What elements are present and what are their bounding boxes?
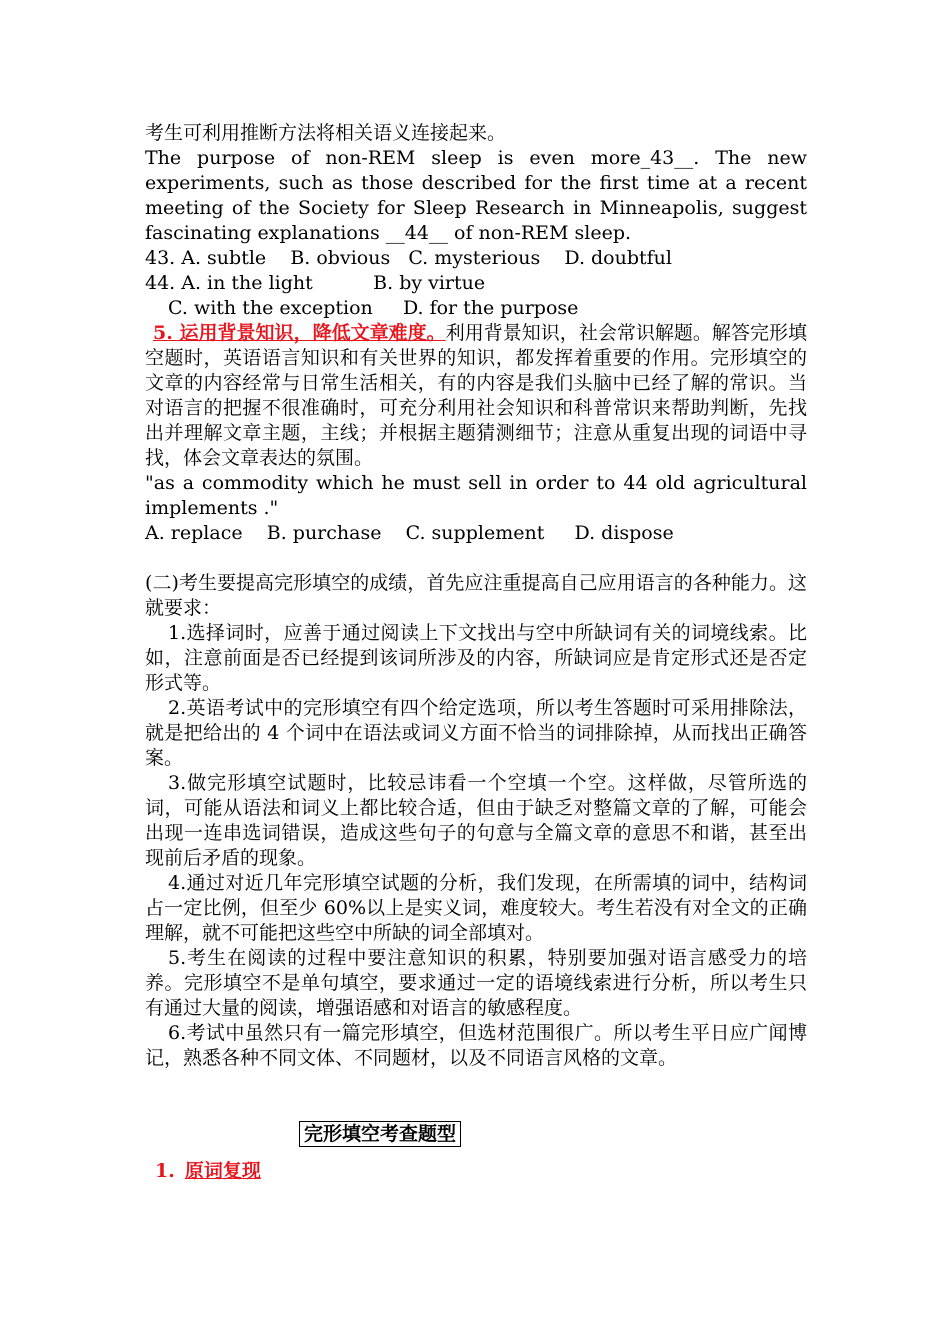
point-6: 6.考试中虽然只有一篇完形填空，但选材范围很广。所以考生平日应广闻博记，熟悉各种不同文体、不同题材，以及不同语言风格的文章。 [145,1022,807,1069]
tip-5-heading: 5. 运用背景知识，降低文章难度。 [153,322,446,344]
point-5: 5.考生在阅读的过程中要注意知识的积累，特别要加强对语言感受力的培养。完形填空不是单句填空，要求通过一定的语境线索进行分析，所以考生只有通过大量的阅读，增强语感和对语言的敏感程度。 [145,947,807,1019]
document-page [145,121,807,1184]
example-quote-line-1: "as a commodity which he must sell in order to 44 old agricultural [145,472,807,494]
point-3: 3.做完形填空试题时，比较忌讳看一个空填一个空。这样做，尽管所选的词，可能从语法和词义上都比较合适，但由于缺乏对整篇文章的了解，可能会出现一连串选词错误，造成这些句子的句意与全篇文章的意思不和谐，甚至出现前后矛盾的现象。 [145,772,807,869]
section-spacer [145,1071,807,1121]
boxed-section-title: 完形填空考查题型 [299,1121,461,1147]
section-1-heading [145,1159,807,1184]
passage-text: experiments, such as those described for the first time at a recent meeting of the Society for Sleep Research in Minneapolis, suggest fascinating explanations __44__ of non-REM sleep. [145,172,807,244]
intro-sentence: 考生可利用推断方法将相关语义连接起来。 [145,122,507,144]
point-2: 2.英语考试中的完形填空有四个给定选项，所以考生答题时可采用排除法，就是把给出的 4 个词中在语法或词义方面不恰当的词排除掉，从而找出正确答案。 [145,697,807,769]
tip-5-paragraph [145,321,807,471]
tip-5-body: 利用背景知识，社会常识解题。解答完形填空题时，英语语言知识和有关世界的知识，都发挥着重要的作用。完形填空的文章的内容经常与日常生活相关，有的内容是我们头脑中已经了解的常识。当对语言的把握不很准确时，可充分利用社会知识和科普常识来帮助判断，先找出并理解文章主题，主线；并根据主题猜测细节；注意从重复出现的词语中寻找，体会文章表达的氛围。 [145,322,807,469]
section-1-number: 1. [155,1160,175,1182]
question-43-options: 43. A. subtle B. obvious C. mysterious D. doubtful [145,247,672,269]
point-1: 1.选择词时，应善于通过阅读上下文找出与空中所缺词有关的词境线索。比如，注意前面是否已经提到该词所涉及的内容，所缺词应是肯定形式还是否定形式等。 [145,622,807,694]
section-1-title: 原词复现 [184,1160,261,1182]
example-quote-line-2: implements ." [145,497,279,519]
question-44-options-a: 44. A. in the light B. by virtue [145,272,486,294]
point-4: 4.通过对近几年完形填空试题的分析，我们发现，在所需填的词中，结构词占一定比例，但至少 60%以上是实义词，难度较大。考生若没有对全文的正确理解，就不可能把这些空中所缺的词全部填对。 [145,872,807,944]
question-44-options-b: C. with the exception D. for the purpose [168,297,579,319]
part-2-intro: (二)考生要提高完形填空的成绩，首先应注重提高自己应用语言的各种能力。这就要求： [145,572,807,619]
example-options: A. replace B. purchase C. supplement D. dispose [145,522,674,544]
box-title-row [145,1121,807,1147]
passage-line-1: The purpose of non-REM sleep is even more_43__. The new [145,147,807,169]
blank-line [145,546,807,571]
